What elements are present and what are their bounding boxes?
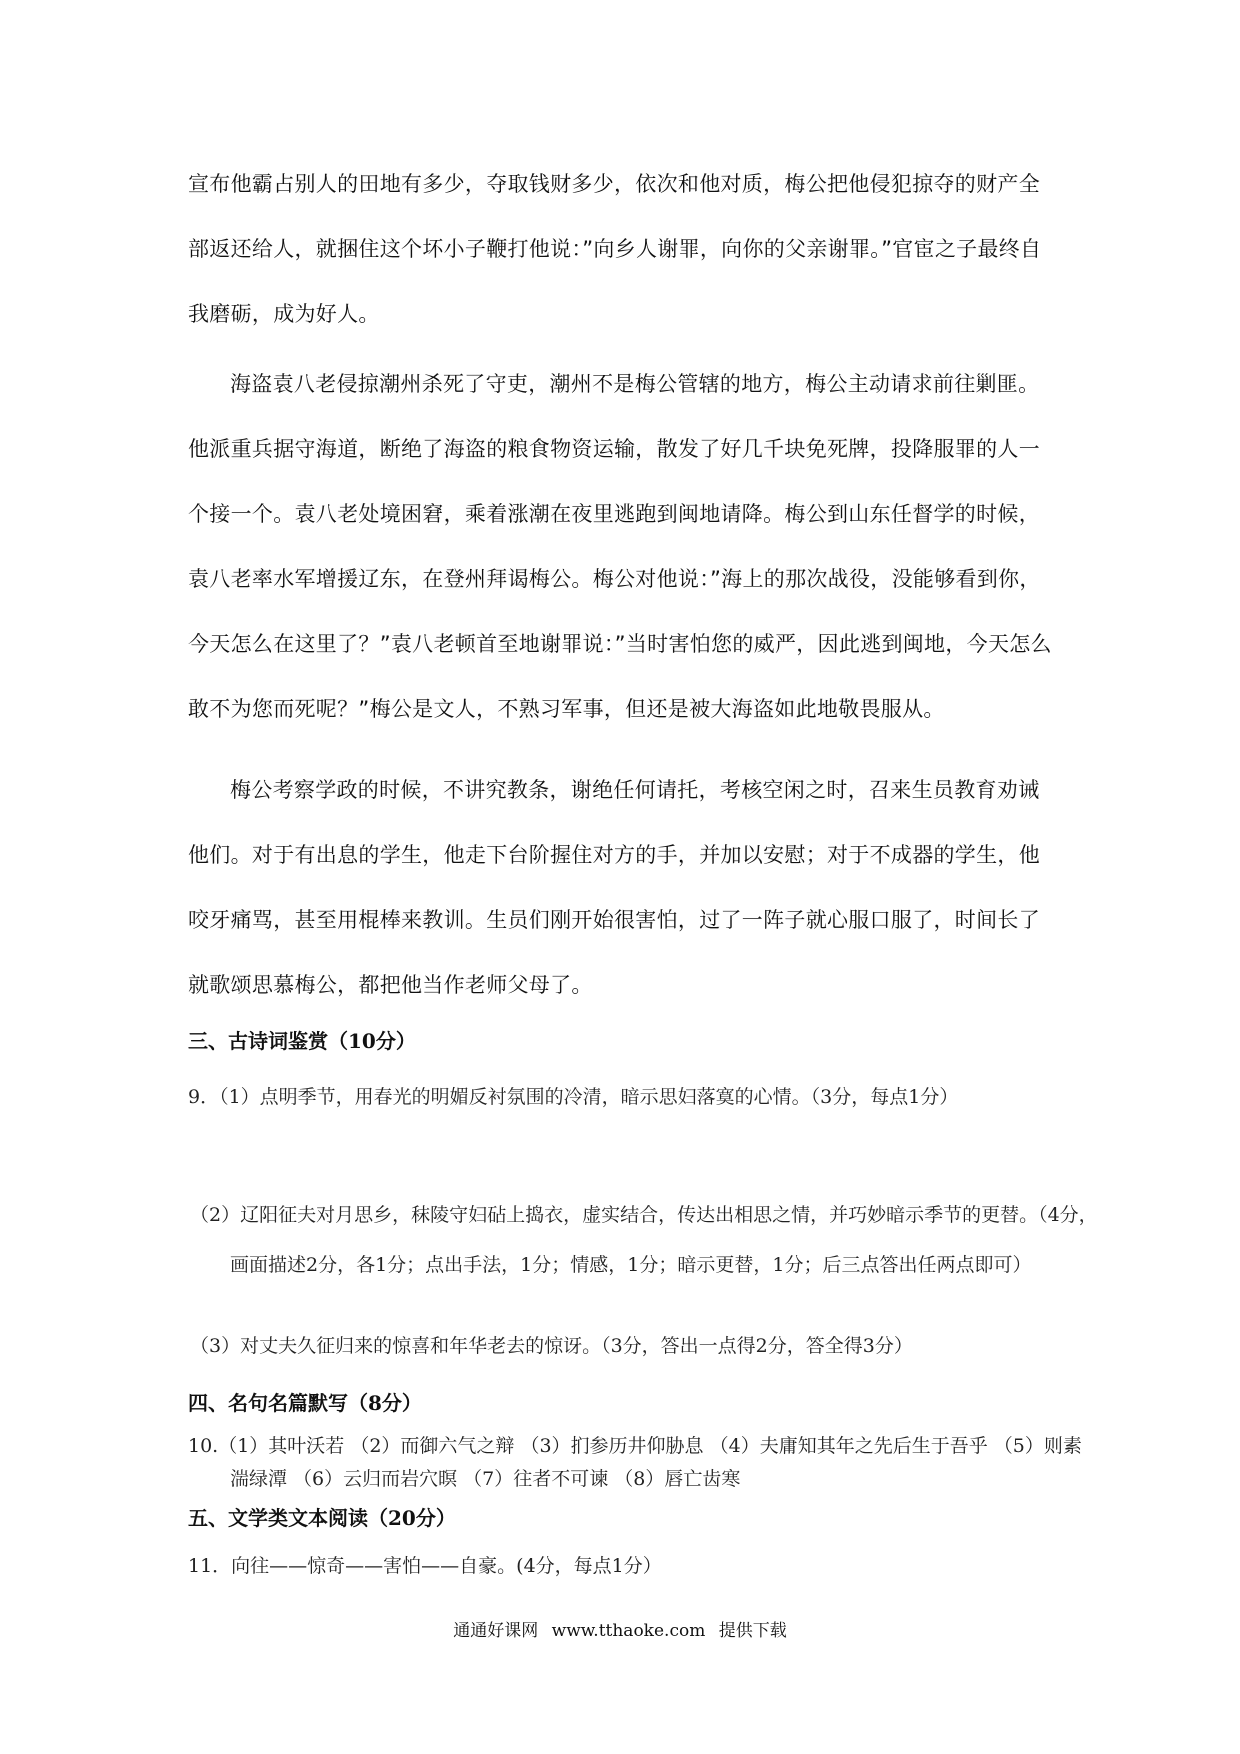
- answer-9-2: （2）辽阳征夫对月思乡，秣陵守妇砧上捣衣，虚实结合，传达出相思之情，并巧妙暗示季节的更替。（4分，画面描述2分，各1分；点出手法，1分；情感，1分；暗示更替，1分；后三点答出任两点即可）: [190, 1204, 1098, 1276]
- section-heading-4: 四、名句名篇默写（8分）: [188, 1391, 422, 1415]
- translation-paragraph-1: 宣布他霸占别人的田地有多少，夺取钱财多少，依次和他对质，梅公把他侵犯掠夺的财产全部返还给人，就捆住这个坏小子鞭打他说：”向乡人谢罪，向你的父亲谢罪。”官宦之子最终自我磨砺，成为好人。: [188, 172, 1042, 326]
- footer-suffix: 提供下载: [718, 1621, 787, 1641]
- answer-10: 10.（1）其叶沃若 （2）而御六气之辩 （3）扪参历井仰胁息 （4）夫庸知其年之先后生于吾乎 （5）则素湍绿潭 （6）云归而岩穴暝 （7）往者不可谏 （8）唇亡齿寒: [188, 1435, 1082, 1490]
- translation-paragraph-2: 海盗袁八老侵掠潮州杀死了守吏，潮州不是梅公管辖的地方，梅公主动请求前往剿匪。他派重兵据守海道，断绝了海盗的粮食物资运输，散发了好几千块免死牌，投降服罪的人一个接一个。袁八老处境困窘，乘着涨潮在夜里逃跑到闽地请降。梅公到山东任督学的时候，袁八老率水军增援辽东，在登州拜谒梅公。梅公对他说：”海上的那次战役，没能够看到你，今天怎么在这里了？”袁八老顿首至地谢罪说：”当时害怕您的威严，因此逃到闽地，今天怎么敢不为您而死呢？”梅公是文人，不熟习军事，但还是被大海盗如此地敬畏服从。: [188, 372, 1052, 721]
- answer-9-3: （3）对丈夫久征归来的惊喜和年华老去的惊讶。（3分，答出一点得2分，答全得3分）: [190, 1335, 913, 1357]
- footer-site-name: 通通好课网: [453, 1621, 539, 1641]
- section-heading-3: 三、古诗词鉴赏（10分）: [188, 1029, 416, 1053]
- answer-11: 11．向往——惊奇——害怕——自豪。(4分，每点1分）: [188, 1555, 662, 1577]
- footer-url: www.tthaoke.com: [551, 1621, 706, 1641]
- translation-paragraph-3: 梅公考察学政的时候，不讲究教条，谢绝任何请托，考核空闲之时，召来生员教育劝诫他们。对于有出息的学生，他走下台阶握住对方的手，并加以安慰；对于不成器的学生，他咬牙痛骂，甚至用棍棒来教训。生员们刚开始很害怕，过了一阵子就心服口服了，时间长了就歌颂思慕梅公，都把他当作老师父母了。: [188, 778, 1040, 997]
- answer-9-1: 9．（1）点明季节，用春光的明媚反衬氛围的冷清，暗示思妇落寞的心情。（3分，每点1分）: [188, 1086, 959, 1108]
- page-footer: [0, 1616, 1240, 1641]
- section-heading-5: 五、文学类文本阅读（20分）: [188, 1506, 456, 1530]
